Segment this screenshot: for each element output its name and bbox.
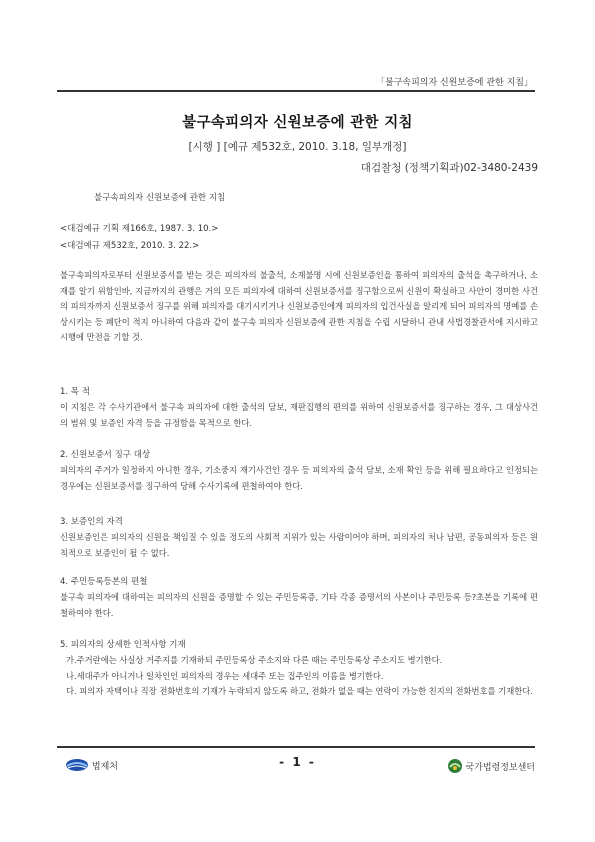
section-5-item-c: 다. 피의자 자택이나 직장 전화번호의 기재가 누락되지 않도록 하고, 전화가 없을 때는 연락이 가능한 친지의 전화번호를 기재한다. [66,686,533,697]
page-number: - 1 - [279,755,316,769]
section-3-text: 신원보증인은 피의자의 신원을 책임질 수 있을 정도의 사회적 지위가 있는 사람이어야 하며, 피의자의 처나 남편, 공동피의자 등은 원칙적으로 보증인이 될 수 없다. [60,532,538,558]
section-5-item-a: 가.주거란에는 사실상 거주지를 기재하되 주민등록상 주소지와 다른 때는 주민등록상 주소지도 병기한다. [66,655,443,665]
intro-paragraph [60,268,538,346]
intro-text: 불구속피의자로부터 신원보증서를 받는 것은 피의자의 불출석, 소재불명 시에 신원보증인을 통하여 피의자의 출석을 촉구하거나, 소재를 알기 위함인바, 지금까지의 관행은 거의 모든 피의자에 대하여 신원보증서를 징구함으로써 신원이 확실하고 사안이 경미한 사건의 피의자까지 신원보증서 징구를 위해 피의자를 대기시키거나 신원보증인에게 피의자의 입건사실을 알리게 되어 피의자의 명예를 손상시키는 등 폐단이 적지 아니하여 다음과 같이 불구속 피의자 신원보증에 관한 지침을 수립 시달하니 관내 사법경찰관서에 지시하고 시행에 만전을 기할 것. [60,270,538,343]
section-body-2 [60,463,538,494]
section-4-text: 불구속 피의자에 대하여는 피의자의 신원을 증명할 수 있는 주민등록증, 기타 각종 증명서의 사본이나 주민등록 등?초본을 기록에 편철하여야 한다. [60,592,538,618]
section-heading-4: 4. 주민등록등본의 편철 [60,577,148,587]
running-header: 「불구속피의자 신원보증에 관한 지침」 [376,78,533,88]
footer-left-label: 법제처 [91,762,118,772]
section-heading-2: 2. 신원보증서 징구 대상 [60,450,151,460]
section-body-5 [66,653,538,700]
section-heading-3: 3. 보증인의 자격 [60,517,123,527]
law-center-logo-icon [447,758,463,777]
section-2-text: 피의자의 주거가 일정하지 아니한 경우, 기소중지 재기사건인 경우 등 피의자의 출석 담보, 소재 확인 등을 위해 필요하다고 인정되는 경우에는 신원보증서를 징구하여 당해 수사기록에 편철하여야 한다. [60,465,538,491]
footer-rule [57,746,535,748]
section-5-item-b: 나.세대주가 아니거나 일차인인 피의자의 경우는 세대주 또는 집주인의 이름을 병기한다. [66,670,384,681]
section-heading-5: 5. 피의자의 상세한 인적사항 기재 [60,640,186,650]
footer-right [447,758,535,777]
footer-right-label: 국가법령정보센터 [465,763,535,773]
section-heading-1: 1. 목 적 [60,387,90,397]
history-line-2: <대검예규 제532호, 2010. 3. 22.> [60,241,200,251]
revision-info: [시행 ] [예규 제532호, 2010. 3.18, 일부개정] [188,141,407,153]
department-contact: 대검찰청 (정책기획과)02-3480-2439 [360,162,538,174]
document-title: 불구속피의자 신원보증에 관한 지침 [182,115,413,131]
header-rule [57,90,535,92]
history-line-1: <대검예규 기획 제166호, 1987. 3. 10.> [60,224,219,234]
section-body-3 [60,530,538,561]
section-1-text: 이 지침은 각 수사기관에서 불구속 피의자에 대한 출석의 담보, 재판집행의 편의를 위하여 신원보증서를 징구하는 경우, 그 대상사건의 범위 및 보증인 자격 등을 규정함을 목적으로 한다. [60,402,538,428]
section-body-4 [60,590,538,621]
section-body-1 [60,400,538,431]
inner-title: 불구속피의자 신원보증에 관한 지침 [94,193,226,203]
